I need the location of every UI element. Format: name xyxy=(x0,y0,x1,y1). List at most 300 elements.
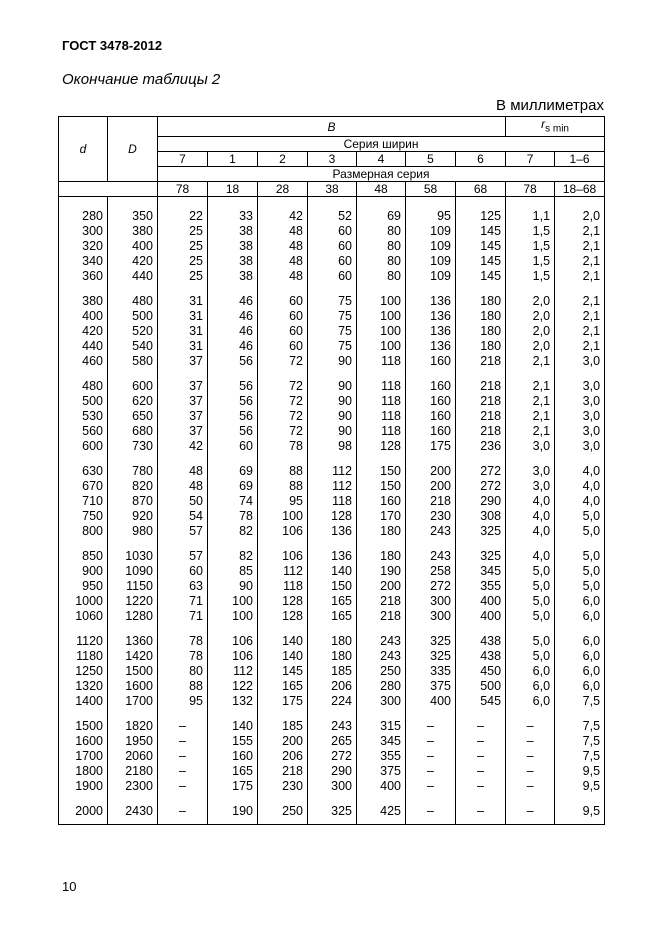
table-cell: 25 xyxy=(158,224,208,239)
table-cell: 145 xyxy=(456,224,506,239)
table-cell: 46 xyxy=(208,324,258,339)
spacer-cell xyxy=(308,454,357,464)
spacer-cell xyxy=(59,197,108,210)
table-cell: 2,1 xyxy=(555,294,605,309)
table-cell: 56 xyxy=(208,394,258,409)
table-cell: 2000 xyxy=(59,804,108,825)
table-cell: 88 xyxy=(258,479,308,494)
table-cell: 60 xyxy=(258,324,308,339)
spacer-cell xyxy=(406,709,456,719)
table-cell: 350 xyxy=(108,209,158,224)
table-cell: 3,0 xyxy=(555,424,605,439)
table-cell: 109 xyxy=(406,254,456,269)
spacer-cell xyxy=(506,284,555,294)
table-cell: 48 xyxy=(158,464,208,479)
table-cell: 75 xyxy=(308,309,357,324)
table-cell: 48 xyxy=(258,239,308,254)
table-cell: 300 xyxy=(406,594,456,609)
table-cell: 5,0 xyxy=(555,564,605,579)
document-header: ГОСТ 3478-2012 xyxy=(62,38,163,53)
table-cell: 160 xyxy=(208,749,258,764)
table-cell: 2,0 xyxy=(506,294,555,309)
table-cell: 140 xyxy=(308,564,357,579)
table-cell: 109 xyxy=(406,239,456,254)
spacer-cell xyxy=(308,539,357,549)
table-cell: 218 xyxy=(258,764,308,779)
table-cell: 74 xyxy=(208,494,258,509)
dimension-series-cell: 48 xyxy=(357,182,406,197)
table-cell: 106 xyxy=(258,549,308,564)
spacer-cell xyxy=(108,794,158,804)
table-cell: 545 xyxy=(456,694,506,709)
table-cell: 243 xyxy=(308,719,357,734)
table-cell: 90 xyxy=(308,409,357,424)
spacer-cell xyxy=(406,539,456,549)
spacer-cell xyxy=(406,454,456,464)
table-cell: 132 xyxy=(208,694,258,709)
table-cell: 243 xyxy=(357,634,406,649)
table-cell: 5,0 xyxy=(506,609,555,624)
dimension-series-cell: 78 xyxy=(506,182,555,197)
spacer-cell xyxy=(59,709,108,719)
table-cell: 100 xyxy=(208,609,258,624)
table-cell: 80 xyxy=(357,269,406,284)
table-cell: – xyxy=(406,719,456,734)
table-cell: 3,0 xyxy=(555,394,605,409)
table-cell: 112 xyxy=(258,564,308,579)
table-row xyxy=(59,734,605,749)
table-row xyxy=(59,579,605,594)
table-cell: 230 xyxy=(406,509,456,524)
table-cell: 375 xyxy=(406,679,456,694)
table-cell: 69 xyxy=(208,464,258,479)
table-cell: 272 xyxy=(456,464,506,479)
table-cell: 31 xyxy=(158,324,208,339)
table-cell: 280 xyxy=(59,209,108,224)
table-cell: 25 xyxy=(158,254,208,269)
dimension-series-cell: 28 xyxy=(258,182,308,197)
table-cell: 258 xyxy=(406,564,456,579)
table-cell: 50 xyxy=(158,494,208,509)
dimension-series-cell: 68 xyxy=(456,182,506,197)
table-cell: 6,0 xyxy=(506,679,555,694)
table-cell: 80 xyxy=(158,664,208,679)
table-row xyxy=(59,239,605,254)
table-cell: 206 xyxy=(308,679,357,694)
table-cell: 440 xyxy=(108,269,158,284)
units-note: В миллиметрах xyxy=(496,97,604,114)
table-cell: 3,0 xyxy=(506,464,555,479)
table-cell: 9,5 xyxy=(555,764,605,779)
group-spacer xyxy=(59,197,605,210)
table-cell: 37 xyxy=(158,424,208,439)
table-cell: 69 xyxy=(208,479,258,494)
table-cell: 250 xyxy=(357,664,406,679)
table-cell: 540 xyxy=(108,339,158,354)
spacer-cell xyxy=(555,794,605,804)
table-cell: 60 xyxy=(308,269,357,284)
table-row xyxy=(59,804,605,825)
table-cell: 160 xyxy=(357,494,406,509)
table-cell: 5,0 xyxy=(555,524,605,539)
spacer-cell xyxy=(456,197,506,210)
table-cell: 2060 xyxy=(108,749,158,764)
table-cell: 500 xyxy=(59,394,108,409)
table-cell: 5,0 xyxy=(555,579,605,594)
table-cell: 300 xyxy=(59,224,108,239)
spacer-cell xyxy=(357,284,406,294)
column-D-header: D xyxy=(108,117,158,182)
table-row xyxy=(59,749,605,764)
table-row xyxy=(59,634,605,649)
table-cell: 160 xyxy=(406,424,456,439)
table-cell: 165 xyxy=(208,764,258,779)
bearing-dimensions-table xyxy=(58,116,605,825)
table-cell: 6,0 xyxy=(555,609,605,624)
table-cell: 800 xyxy=(59,524,108,539)
spacer-cell xyxy=(208,284,258,294)
table-cell: 136 xyxy=(406,339,456,354)
table-cell: 150 xyxy=(357,479,406,494)
table-cell: 380 xyxy=(108,224,158,239)
table-cell: – xyxy=(406,734,456,749)
table-cell: 560 xyxy=(59,424,108,439)
table-cell: 56 xyxy=(208,424,258,439)
table-cell: 1220 xyxy=(108,594,158,609)
width-series-cell: 4 xyxy=(357,152,406,167)
table-cell: 325 xyxy=(456,524,506,539)
table-cell: 290 xyxy=(456,494,506,509)
table-cell: 325 xyxy=(406,649,456,664)
table-row xyxy=(59,324,605,339)
spacer-cell xyxy=(59,454,108,464)
table-cell: 272 xyxy=(308,749,357,764)
table-cell: 78 xyxy=(158,634,208,649)
table-cell: 218 xyxy=(456,409,506,424)
table-cell: 60 xyxy=(308,239,357,254)
spacer-cell xyxy=(59,624,108,634)
table-cell: 128 xyxy=(258,594,308,609)
table-cell: 60 xyxy=(258,309,308,324)
table-row xyxy=(59,594,605,609)
table-cell: 218 xyxy=(357,594,406,609)
table-cell: 56 xyxy=(208,379,258,394)
table-cell: 60 xyxy=(158,564,208,579)
table-cell: 1420 xyxy=(108,649,158,664)
table-cell: 160 xyxy=(406,354,456,369)
table-cell: 2,1 xyxy=(506,379,555,394)
spacer-cell xyxy=(357,794,406,804)
spacer-cell xyxy=(308,624,357,634)
table-row xyxy=(59,309,605,324)
table-cell: – xyxy=(406,749,456,764)
table-cell: 31 xyxy=(158,339,208,354)
table-cell: 620 xyxy=(108,394,158,409)
table-cell: 38 xyxy=(208,224,258,239)
table-cell: 272 xyxy=(406,579,456,594)
table-cell: – xyxy=(456,804,506,825)
width-series-cell: 1 xyxy=(208,152,258,167)
spacer-cell xyxy=(357,539,406,549)
table-cell: 80 xyxy=(357,224,406,239)
table-cell: – xyxy=(456,719,506,734)
table-cell: 112 xyxy=(308,464,357,479)
spacer-cell xyxy=(258,539,308,549)
table-cell: 175 xyxy=(406,439,456,454)
table-cell: 22 xyxy=(158,209,208,224)
table-row xyxy=(59,424,605,439)
table-cell: 122 xyxy=(208,679,258,694)
table-cell: 150 xyxy=(357,464,406,479)
table-cell: 38 xyxy=(208,269,258,284)
spacer-cell xyxy=(158,284,208,294)
table-cell: 2430 xyxy=(108,804,158,825)
table-cell: – xyxy=(158,764,208,779)
table-cell: 37 xyxy=(158,379,208,394)
table-cell: 42 xyxy=(258,209,308,224)
width-series-cell: 7 xyxy=(158,152,208,167)
dimension-series-cell: 58 xyxy=(406,182,456,197)
table-cell: 33 xyxy=(208,209,258,224)
table-cell: 190 xyxy=(357,564,406,579)
table-cell: 72 xyxy=(258,379,308,394)
width-series-cell: 1–6 xyxy=(555,152,605,167)
spacer-cell xyxy=(406,624,456,634)
spacer-cell xyxy=(456,624,506,634)
spacer-cell xyxy=(555,454,605,464)
table-row xyxy=(59,509,605,524)
table-cell: 2180 xyxy=(108,764,158,779)
table-cell: – xyxy=(456,749,506,764)
table-cell: 1400 xyxy=(59,694,108,709)
table-cell: 3,0 xyxy=(506,479,555,494)
table-cell: 42 xyxy=(158,439,208,454)
dimension-series-cell: 18–68 xyxy=(555,182,605,197)
spacer-cell xyxy=(108,539,158,549)
table-cell: 1360 xyxy=(108,634,158,649)
spacer-cell xyxy=(308,197,357,210)
table-cell: 4,0 xyxy=(506,509,555,524)
spacer-cell xyxy=(158,369,208,379)
table-cell: 95 xyxy=(406,209,456,224)
table-cell: 218 xyxy=(456,424,506,439)
spacer-cell xyxy=(308,284,357,294)
table-cell: 2,1 xyxy=(555,269,605,284)
table-cell: 31 xyxy=(158,309,208,324)
table-cell: 425 xyxy=(357,804,406,825)
table-cell: 25 xyxy=(158,239,208,254)
table-cell: 170 xyxy=(357,509,406,524)
spacer-cell xyxy=(555,539,605,549)
table-cell: 950 xyxy=(59,579,108,594)
table-cell: 57 xyxy=(158,524,208,539)
spacer-cell xyxy=(108,197,158,210)
table-cell: 90 xyxy=(308,354,357,369)
table-cell: 128 xyxy=(308,509,357,524)
table-cell: 75 xyxy=(308,339,357,354)
table-cell: 7,5 xyxy=(555,749,605,764)
table-cell: 98 xyxy=(308,439,357,454)
width-series-cell: 7 xyxy=(506,152,555,167)
table-cell: 2,1 xyxy=(506,394,555,409)
table-cell: 54 xyxy=(158,509,208,524)
table-cell: 218 xyxy=(456,354,506,369)
table-cell: 57 xyxy=(158,549,208,564)
table-cell: 630 xyxy=(59,464,108,479)
table-cell: 3,0 xyxy=(506,439,555,454)
table-cell: 730 xyxy=(108,439,158,454)
spacer-cell xyxy=(506,539,555,549)
table-cell: 218 xyxy=(406,494,456,509)
spacer-cell xyxy=(108,709,158,719)
table-row xyxy=(59,694,605,709)
spacer-cell xyxy=(357,624,406,634)
column-d-header: d xyxy=(59,117,108,182)
table-cell: 100 xyxy=(357,309,406,324)
table-cell: 335 xyxy=(406,664,456,679)
table-cell: 128 xyxy=(258,609,308,624)
table-cell: 118 xyxy=(357,424,406,439)
table-cell: 5,0 xyxy=(506,649,555,664)
table-cell: 90 xyxy=(308,394,357,409)
table-cell: 2,1 xyxy=(555,309,605,324)
table-cell: 69 xyxy=(357,209,406,224)
table-cell: 2,0 xyxy=(506,339,555,354)
table-cell: 2,1 xyxy=(506,409,555,424)
spacer-cell xyxy=(158,454,208,464)
table-cell: 5,0 xyxy=(506,579,555,594)
table-cell: 1500 xyxy=(59,719,108,734)
spacer-cell xyxy=(357,454,406,464)
spacer-cell xyxy=(158,539,208,549)
table-cell: 160 xyxy=(406,394,456,409)
table-cell: 6,0 xyxy=(506,664,555,679)
table-row xyxy=(59,409,605,424)
spacer-cell xyxy=(258,794,308,804)
table-cell: 5,0 xyxy=(506,634,555,649)
table-cell: 290 xyxy=(308,764,357,779)
table-cell: 1900 xyxy=(59,779,108,794)
table-cell: 82 xyxy=(208,524,258,539)
table-cell: 4,0 xyxy=(555,494,605,509)
table-cell: 7,5 xyxy=(555,719,605,734)
table-cell: 7,5 xyxy=(555,694,605,709)
table-cell: 37 xyxy=(158,394,208,409)
table-row xyxy=(59,379,605,394)
table-cell: 360 xyxy=(59,269,108,284)
table-row xyxy=(59,719,605,734)
table-cell: 400 xyxy=(108,239,158,254)
table-cell: 1,5 xyxy=(506,254,555,269)
table-cell: 265 xyxy=(308,734,357,749)
table-cell: 6,0 xyxy=(506,694,555,709)
table-cell: 165 xyxy=(258,679,308,694)
table-cell: 90 xyxy=(308,424,357,439)
table-cell: 308 xyxy=(456,509,506,524)
table-cell: 438 xyxy=(456,649,506,664)
table-cell: 80 xyxy=(357,239,406,254)
table-row xyxy=(59,339,605,354)
table-cell: 5,0 xyxy=(555,549,605,564)
table-cell: 80 xyxy=(357,254,406,269)
group-spacer xyxy=(59,794,605,804)
table-cell: 250 xyxy=(258,804,308,825)
spacer-cell xyxy=(59,539,108,549)
table-cell: 1700 xyxy=(108,694,158,709)
spacer-cell xyxy=(108,624,158,634)
table-cell: 90 xyxy=(208,579,258,594)
table-cell: 300 xyxy=(406,609,456,624)
table-cell: 300 xyxy=(308,779,357,794)
table-cell: 280 xyxy=(357,679,406,694)
table-cell: 6,0 xyxy=(555,649,605,664)
spacer-cell xyxy=(406,369,456,379)
table-row xyxy=(59,354,605,369)
table-cell: 46 xyxy=(208,294,258,309)
table-cell: 780 xyxy=(108,464,158,479)
spacer-cell xyxy=(456,284,506,294)
dimension-series-cell: 38 xyxy=(308,182,357,197)
table-cell: 160 xyxy=(406,409,456,424)
table-cell: 206 xyxy=(258,749,308,764)
table-cell: 9,5 xyxy=(555,804,605,825)
spacer-cell xyxy=(506,454,555,464)
spacer-cell xyxy=(59,369,108,379)
table-cell: 325 xyxy=(406,634,456,649)
table-cell: 75 xyxy=(308,294,357,309)
table-row xyxy=(59,224,605,239)
table-cell: 72 xyxy=(258,394,308,409)
table-cell: 200 xyxy=(357,579,406,594)
table-cell: 5,0 xyxy=(506,594,555,609)
table-cell: 136 xyxy=(406,294,456,309)
spacer-cell xyxy=(456,454,506,464)
table-cell: – xyxy=(406,779,456,794)
dimension-series-cell: 78 xyxy=(158,182,208,197)
table-cell: 150 xyxy=(308,579,357,594)
table-cell: 118 xyxy=(357,379,406,394)
spacer-cell xyxy=(506,709,555,719)
table-cell: 2,1 xyxy=(506,424,555,439)
table-cell: 1950 xyxy=(108,734,158,749)
table-cell: 243 xyxy=(406,549,456,564)
table-cell: 106 xyxy=(208,649,258,664)
table-cell: 100 xyxy=(357,324,406,339)
table-cell: – xyxy=(506,804,555,825)
table-cell: 420 xyxy=(108,254,158,269)
table-cell: 600 xyxy=(59,439,108,454)
group-spacer xyxy=(59,284,605,294)
table-cell: 60 xyxy=(308,254,357,269)
table-cell: 71 xyxy=(158,609,208,624)
spacer-cell xyxy=(456,539,506,549)
table-cell: 680 xyxy=(108,424,158,439)
table-cell: 4,0 xyxy=(555,464,605,479)
table-row xyxy=(59,664,605,679)
table-cell: 355 xyxy=(357,749,406,764)
dimension-series-spacer xyxy=(59,182,158,197)
table-cell: 180 xyxy=(456,324,506,339)
table-cell: 180 xyxy=(456,309,506,324)
spacer-cell xyxy=(308,369,357,379)
spacer-cell xyxy=(506,197,555,210)
table-cell: 100 xyxy=(357,339,406,354)
spacer-cell xyxy=(108,454,158,464)
table-cell: 72 xyxy=(258,409,308,424)
table-header xyxy=(59,117,605,197)
table-cell: 750 xyxy=(59,509,108,524)
table-cell: 38 xyxy=(208,239,258,254)
